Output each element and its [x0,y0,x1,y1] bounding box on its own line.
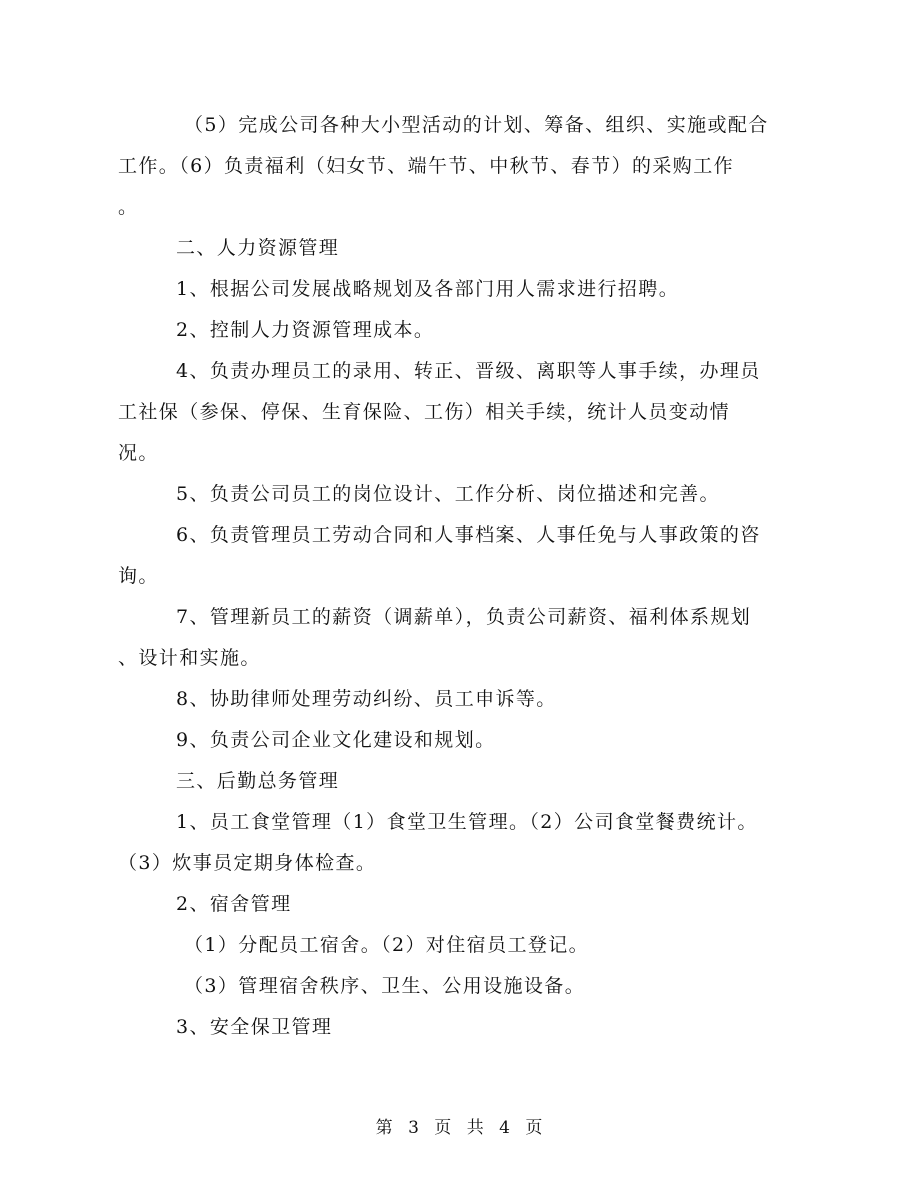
paragraph [118,105,786,228]
section-heading [176,228,786,269]
text-line: 2、宿舍管理 [176,893,292,915]
text-line: 询。 [118,565,159,587]
paragraph [176,474,786,515]
document-body [118,105,786,1048]
text-line: 、设计和实施。 [118,647,261,669]
text-line: 二、人力资源管理 [176,237,340,259]
text-line: 工社保（参保、停保、生育保险、工伤）相关手续，统计人员变动情 [118,401,731,423]
text-line: 。 [118,196,139,218]
paragraph [176,966,786,1007]
text-line: 况。 [118,442,159,464]
text-line: 3、安全保卫管理 [176,1016,333,1038]
text-line: （5）完成公司各种大小型活动的计划、筹备、组织、实施或配合 [184,114,769,136]
text-line: 三、后勤总务管理 [176,770,340,792]
paragraph [118,597,786,679]
text-line: 2、控制人力资源管理成本。 [176,319,435,341]
text-line: 7、管理新员工的薪资（调薪单），负责公司薪资、福利体系规划 [176,606,752,628]
paragraph [118,515,786,597]
text-line: 5、负责公司员工的岗位设计、工作分析、岗位描述和完善。 [176,483,720,505]
paragraph [176,679,786,720]
paragraph [176,925,786,966]
text-line: （3）炊事员定期身体检查。 [118,852,377,874]
text-line: 4、负责办理员工的录用、转正、晋级、离职等人事手续，办理员 [176,360,761,382]
text-line: 1、员工食堂管理（1）食堂卫生管理。（2）公司食堂餐费统计。 [176,811,758,833]
paragraph [118,802,786,884]
text-line: 8、协助律师处理劳动纠纷、员工申诉等。 [176,688,557,710]
paragraph [118,351,786,474]
paragraph [176,1007,786,1048]
paragraph [176,884,786,925]
section-heading [176,761,786,802]
text-line: （3）管理宿舍秩序、卫生、公用设施设备。 [184,975,586,997]
text-line: 1、根据公司发展战略规划及各部门用人需求进行招聘。 [176,278,680,300]
paragraph [176,269,786,310]
text-line: （1）分配员工宿舍。（2）对住宿员工登记。 [184,934,590,956]
text-line: 6、负责管理员工劳动合同和人事档案、人事任免与人事政策的咨 [176,524,761,546]
paragraph [176,310,786,351]
text-line: 工作。（6）负责福利（妇女节、端午节、中秋节、春节）的采购工作 [118,155,734,177]
page-number-footer: 第 3 页 共 4 页 [375,1118,545,1138]
text-line: 9、负责公司企业文化建设和规划。 [176,729,496,751]
paragraph [176,720,786,761]
